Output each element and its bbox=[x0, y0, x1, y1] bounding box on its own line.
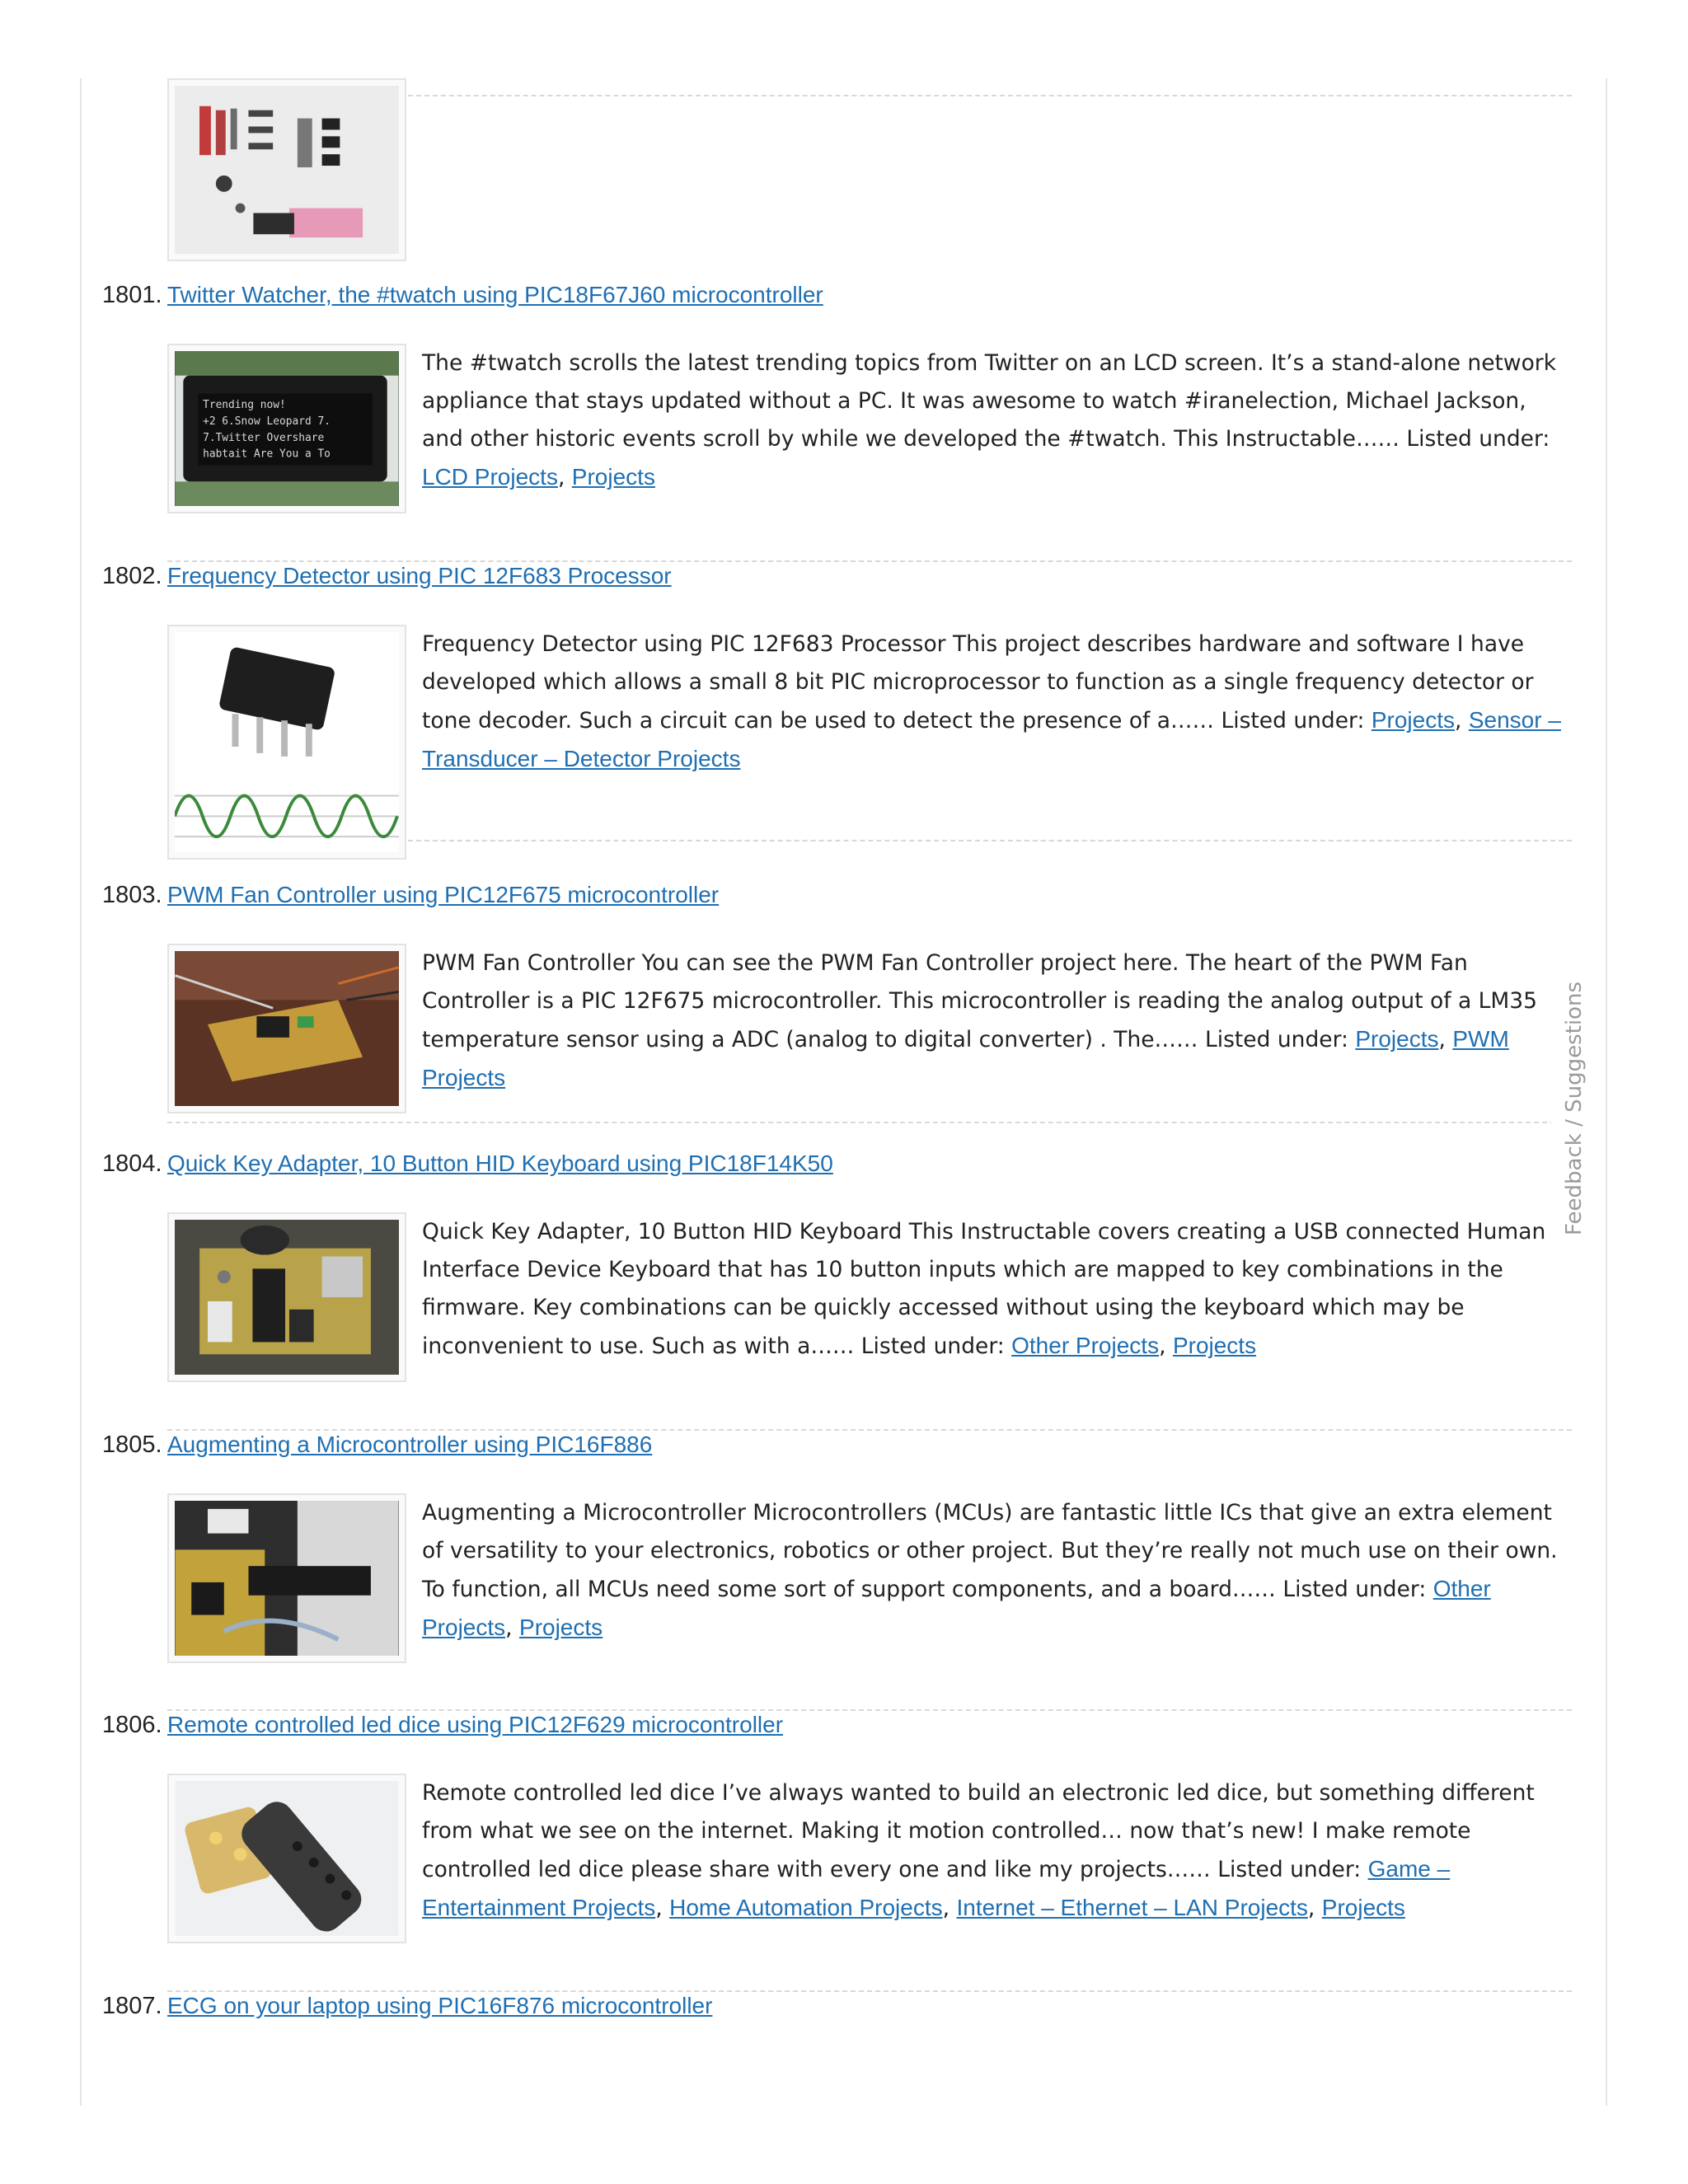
category-separator: , bbox=[505, 1615, 520, 1641]
item-description bbox=[422, 344, 1572, 497]
item-description bbox=[422, 1774, 1572, 1928]
description-text: PWM Fan Controller You can see the PWM Fan Controller project here. The heart of the PWM Fan Controller is a PIC 12F675 microcontroller. This microcontroller is reading the analog output of a LM35 temperature sensor using a ADC (analog to digital converter) . The…… Listed under: bbox=[422, 950, 1538, 1052]
category-link[interactable]: PWM Projects bbox=[422, 1026, 1509, 1090]
category-link[interactable]: Sensor – Transducer – Detector Projects bbox=[422, 707, 1561, 771]
item-description bbox=[422, 1213, 1572, 1366]
category-link[interactable]: LCD Projects bbox=[422, 464, 558, 490]
category-link[interactable]: Projects bbox=[1355, 1026, 1439, 1052]
item-number: 1805. bbox=[102, 1432, 162, 1458]
item-thumbnail[interactable] bbox=[167, 1212, 406, 1382]
lcd-line-1: Trending now! bbox=[203, 399, 286, 412]
content-frame-right bbox=[1606, 78, 1607, 2106]
feedback-label: Feedback / Suggestions bbox=[1562, 982, 1587, 1235]
description-text: Frequency Detector using PIC 12F683 Processor This project describes hardware and software I have developed which allows a small 8 bit PIC microprocessor to function as a single frequency detector or tone decoder. Such a circuit can be used to detect the presence of a…… Listed under: bbox=[422, 631, 1534, 733]
description-text: The #twatch scrolls the latest trending topics from Twitter on an LCD screen. It’s a stand-alone network appliance that stays updated without a PC. It was awesome to watch #iranelection, Michael Jackson, and other historic events scroll by while we developed the #twatch. This Instructable…… Listed under: bbox=[422, 350, 1557, 452]
lcd-line-4: habtait Are You a To bbox=[203, 448, 331, 461]
item-thumbnail[interactable] bbox=[167, 1774, 406, 1943]
category-link[interactable]: Projects bbox=[1371, 707, 1455, 733]
item-number: 1804. bbox=[102, 1151, 162, 1177]
lcd-line-2: +2 6.Snow Leopard 7. bbox=[203, 415, 331, 429]
item-title-link[interactable]: Augmenting a Microcontroller using PIC16F886 bbox=[167, 1432, 653, 1457]
category-separator: , bbox=[1455, 708, 1469, 733]
category-separator: , bbox=[942, 1896, 957, 1921]
category-separator: , bbox=[1438, 1027, 1453, 1052]
category-link[interactable]: Projects bbox=[1321, 1895, 1405, 1920]
item-thumbnail[interactable] bbox=[167, 1493, 406, 1663]
item-title-link[interactable]: Remote controlled led dice using PIC12F629 microcontroller bbox=[167, 1712, 784, 1737]
fan-controller-board-image bbox=[175, 951, 399, 1106]
category-separator: , bbox=[655, 1896, 670, 1921]
description-text: Quick Key Adapter, 10 Button HID Keyboard This Instructable covers creating a USB connected Human Interface Device Keyboard that has 10 button inputs which are mapped to key combinations in the firmware. Key combinations can be quickly accessed without using the keyboard which may be inconvenient to use. Such as with a…… Listed under: bbox=[422, 1219, 1546, 1359]
description-text: Remote controlled led dice I’ve always wanted to build an electronic led dice, but something different from what we see on the internet. Making it motion controlled… now that’s new! I make remote controlled led dice please share with every one and like my projects…… Listed under: bbox=[422, 1780, 1535, 1882]
category-link[interactable]: Projects bbox=[1172, 1333, 1257, 1358]
category-link[interactable]: Projects bbox=[571, 464, 655, 490]
item-description bbox=[422, 1494, 1572, 1647]
item-title-link[interactable]: Twitter Watcher, the #twatch using PIC18F67J60 microcontroller bbox=[167, 282, 823, 307]
components-kit-image bbox=[175, 86, 399, 254]
item-separator bbox=[408, 95, 1572, 96]
feedback-tab[interactable] bbox=[1551, 968, 1597, 1249]
category-separator: , bbox=[1159, 1333, 1173, 1359]
category-link[interactable]: Game – Entertainment Projects bbox=[422, 1856, 1451, 1920]
category-separator: , bbox=[557, 465, 572, 490]
hid-keyboard-board-image bbox=[175, 1220, 399, 1375]
category-link[interactable]: Home Automation Projects bbox=[669, 1895, 943, 1920]
item-description bbox=[422, 626, 1572, 779]
item-thumbnail[interactable] bbox=[167, 344, 406, 513]
microcontroller-board-image bbox=[175, 1501, 399, 1656]
item-title-link[interactable]: PWM Fan Controller using PIC12F675 microcontroller bbox=[167, 882, 720, 907]
previous-item-thumbnail[interactable] bbox=[167, 78, 406, 261]
item-description bbox=[422, 944, 1572, 1098]
category-separator: , bbox=[1307, 1896, 1322, 1921]
item-separator bbox=[408, 840, 1572, 841]
item-separator bbox=[167, 1122, 1572, 1123]
item-number: 1803. bbox=[102, 882, 162, 908]
item-number: 1801. bbox=[102, 282, 162, 308]
category-link[interactable]: Internet – Ethernet – LAN Projects bbox=[956, 1895, 1308, 1920]
category-link[interactable]: Other Projects bbox=[422, 1576, 1491, 1640]
lcd-screen-image bbox=[175, 351, 399, 506]
item-thumbnail[interactable] bbox=[167, 625, 406, 860]
item-title-link[interactable]: Frequency Detector using PIC 12F683 Processor bbox=[167, 563, 672, 588]
item-thumbnail[interactable] bbox=[167, 944, 406, 1113]
lcd-line-3: 7.Twitter Overshare bbox=[203, 431, 325, 444]
item-title-link[interactable]: ECG on your laptop using PIC16F876 microcontroller bbox=[167, 1993, 713, 2018]
description-text: Augmenting a Microcontroller Microcontrollers (MCUs) are fantastic little ICs that give an extra element of versatility to your electronics, robotics or other project. But they’re really not much use on their own. To function, all MCUs need some sort of support components, and a board…… Listed under: bbox=[422, 1500, 1558, 1602]
category-link[interactable]: Projects bbox=[519, 1615, 603, 1640]
item-number: 1807. bbox=[102, 1993, 162, 2019]
category-link[interactable]: Other Projects bbox=[1011, 1333, 1160, 1358]
pic-chip-waveform-image bbox=[175, 632, 399, 852]
led-dice-remote-image bbox=[175, 1781, 399, 1936]
item-number: 1806. bbox=[102, 1712, 162, 1738]
content-frame-left bbox=[80, 78, 82, 2106]
item-title-link[interactable]: Quick Key Adapter, 10 Button HID Keyboard using PIC18F14K50 bbox=[167, 1151, 833, 1176]
item-number: 1802. bbox=[102, 563, 162, 589]
